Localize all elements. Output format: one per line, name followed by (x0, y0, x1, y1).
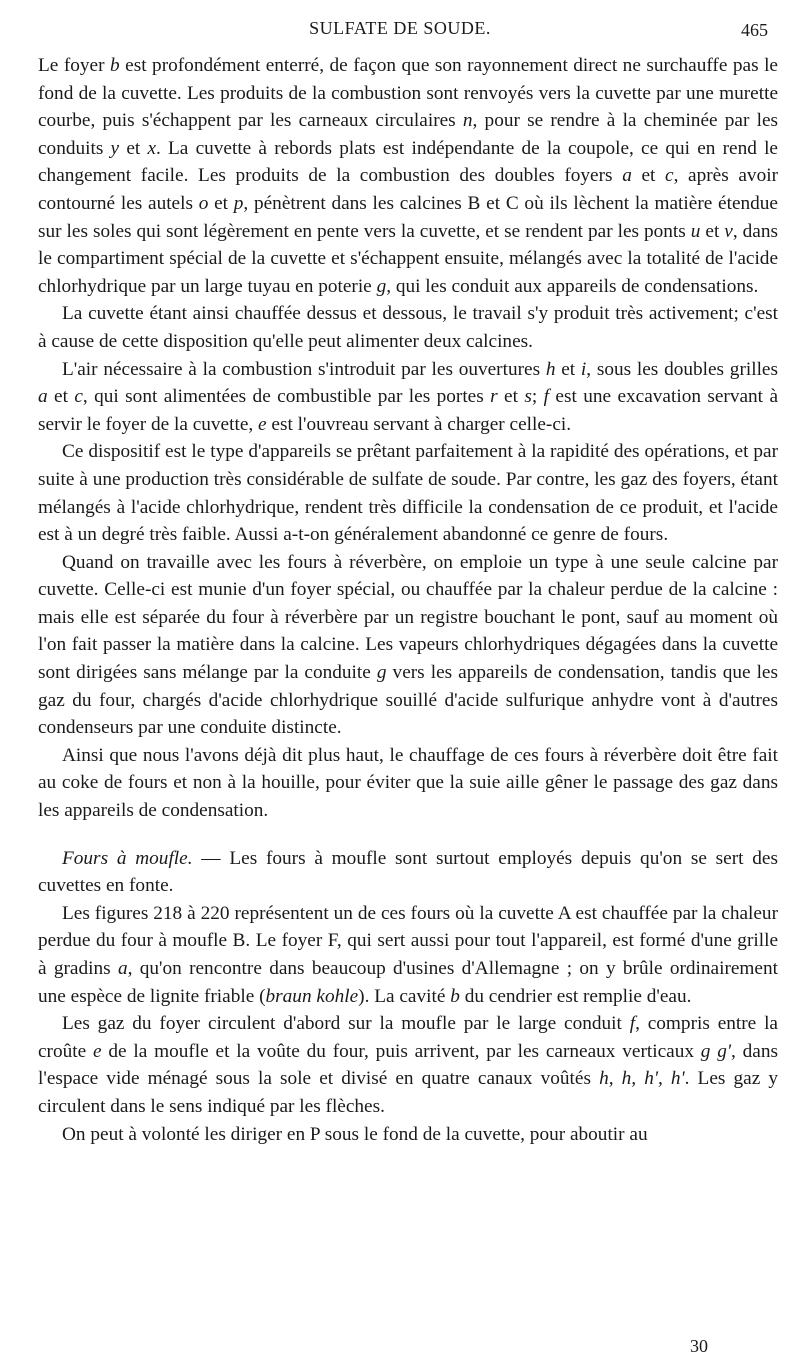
page-header (0, 14, 800, 42)
paragraph: Les gaz du foyer circulent d'abord sur la moufle par le large conduit f, compris entre la croûte e de la moufle et la voûte du four, puis arrivent, par les carneaux verticaux g g', dans l'espace vide ménagé sous la sole et divisé en quatre canaux voûtés h, h, h', h'. Les gaz y circulent dans le sens indiqué par les flèches. (38, 1013, 778, 1117)
paragraph: Quand on travaille avec les fours à réverbère, on emploie un type à une seule calcine par cuvette. Celle-ci est munie d'un foyer spécial, ou chauffée par la chaleur perdue de la calcine : mais elle est séparée du four à réverbère par un registre bouchant le pont, sauf au moment où l'on fait passer la matière dans la calcine. Les vapeurs chlorhydriques dégagées dans la cuvette sont dirigées sans mélange par la conduite g vers les appareils de condensation, tandis que les gaz du four, chargés d'acide chlorhydrique souillé d'acide sulfurique anhydre vont à d'autres condenseurs par une conduite distincte. (38, 551, 778, 739)
paragraph: La cuvette étant ainsi chauffée dessus et dessous, le travail s'y produit très activement; c'est à cause de cette disposition qu'elle peut alimenter deux calcines. (38, 303, 778, 352)
paragraph: Ce dispositif est le type d'appareils se prêtant parfaitement à la rapidité des opérations, et par suite à une production très considérable de sulfate de soude. Par contre, les gaz des foyers, étant mélangés à l'acide chlorhydrique, rendent très difficile la condensation de ce produit, et l'acide est à un degré très faible. Aussi a-t-on généralement abandonné ce genre de fours. (38, 441, 778, 546)
paragraph: Les figures 218 à 220 représentent un de ces fours où la cuvette A est chauffée par la chaleur perdue du four à moufle B. Le foyer F, qui sert aussi pour tout l'appareil, est formé d'une grille à gradins a, qu'on rencontre dans beaucoup d'usines d'Allemagne ; on y brûle ordinairement une espèce de lignite friable (braun kohle). La cavité b du cendrier est remplie d'eau. (38, 902, 778, 1007)
paragraph: L'air nécessaire à la combustion s'introduit par les ouvertures h et i, sous les doubles grilles a et c, qui sont alimentées de combustible par les portes r et s; f est une excavation servant à servir le foyer de la cuvette, e est l'ouvreau servant à charger celle-ci. (38, 358, 778, 435)
section-paragraph-fours-a-moufle: Fours à moufle. — Les fours à moufle sont surtout employés depuis qu'on se sert des cuvettes en fonte. (38, 847, 778, 897)
paragraph: Le foyer b est profondément enterré, de façon que son rayonnement direct ne surchauffe pas le fond de la cuvette. Les produits de la combustion sont renvoyés vers la cuvette par une murette courbe, puis s'échappent par les carneaux circulaires n, pour se rendre à la cheminée par les conduits y et x. La cuvette à rebords plats est indépendante de la coupole, ce qui en rend le changement facile. Les produits de la combustion des doubles foyers a et c, après avoir contourné les autels o et p, pénètrent dans les calcines B et C où ils lèchent la matière étendue sur les soles qui sont légèrement en pente vers la cuvette, et se rendent par les ponts u et v, dans le compartiment spécial de la cuvette et s'échappent ensuite, mélangés avec la totalité de l'acide chlorhydrique par un large tuyau en poterie g, qui les conduit aux appareils de condensations. (38, 55, 779, 297)
body-text (38, 52, 778, 1148)
page-number: 465 (741, 20, 768, 40)
paragraph: Ainsi que nous l'avons déjà dit plus haut, le chauffage de ces fours à réverbère doit être fait au coke de fours et non à la houille, pour éviter que la suie aille gêner le passage des gaz dans les appareils de condensation. (38, 744, 778, 822)
running-title: SULFATE DE SOUDE. (309, 18, 491, 38)
signature-mark: 30 (690, 1336, 708, 1356)
paragraph: On peut à volonté les diriger en P sous le fond de la cuvette, pour aboutir au (62, 1123, 648, 1145)
